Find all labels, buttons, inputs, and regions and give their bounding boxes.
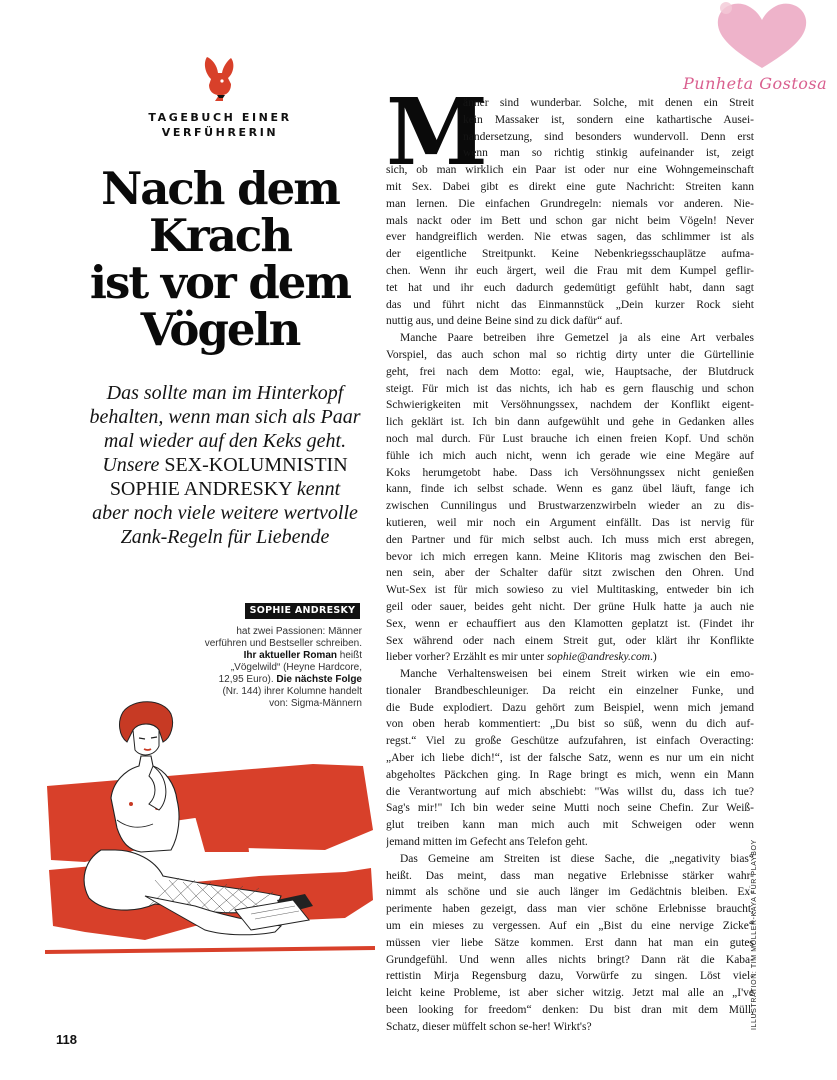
- article-body: [386, 95, 754, 1036]
- watermark-text: Punheta Gostosa: [683, 74, 828, 93]
- teaser-line: Das sollte man im Hinterkopf: [106, 382, 344, 404]
- article-line: das und führt nicht das Einmannstück „Dein kurzer Rock sieht: [386, 298, 754, 311]
- bio-line: [186, 650, 362, 662]
- article-line: chen. Wenn ihr euch ärgert, weil die Frau mit dem Kumpel geflir-: [386, 264, 754, 277]
- teaser-text: SOPHIE ANDRESKY: [109, 478, 297, 500]
- article-line: abgeholtes Päckchen ging. In Rage bringt es mich, wenn ein Mann: [386, 768, 754, 781]
- article-line: steigt. Für mich ist das nichts, ich hab es gern flauschig und schon: [386, 382, 754, 395]
- article-line: lieber vorher? Erzählt es mir unter sophie@andresky.com.): [386, 651, 657, 664]
- article-line: Vorspiel, das auch schon mal so richtig dirty unter die Gürtellinie: [386, 348, 754, 361]
- article-line: nen sein, aber der Schalter dafür sitzt zwischen den Ohren. Und: [386, 567, 754, 580]
- article-line: „Aber ich liebe dich!“, ist der falsche Satz, wenn es nur um ein nicht: [386, 752, 754, 765]
- article-line: nandersetzung, sind besonders wundervoll. Denn erst: [463, 130, 754, 143]
- article-line: den Partner und für mich selbst auch. Ich muss mich erst abregen,: [386, 533, 754, 546]
- teaser-line: mal wieder auf den Keks geht.: [103, 430, 347, 452]
- article-line: man lernen. Die einfachen Grundregeln: niemals vor anderen. Nie-: [386, 197, 754, 210]
- bio-text: 12,95 Euro).: [218, 674, 277, 685]
- article-line: ever handgreiflich werden. Nie etwas sagen, das schlimmer ist als: [386, 231, 754, 244]
- watermark-heart-icon: [712, 0, 812, 70]
- section-kicker: [100, 110, 340, 140]
- article-line: tionaler Brandbeschleuniger. Da reicht ein einzelner Funke, und: [386, 684, 754, 697]
- article-line: lich geklärt ist. Ich bin dann aufgewühlt und gehe in Gedanken alles: [386, 416, 754, 429]
- kicker-line: VERFÜHRERIN: [161, 126, 279, 139]
- article-line: geil oder sauer, beides geht nicht. Der grüne Hulk hatte ja auch nie: [386, 600, 754, 613]
- article-line: nimmt als schöne und sie auch länger im Gedächtnis bleiben. Ex-: [386, 886, 754, 899]
- teaser-line: behalten, wenn man sich als Paar: [89, 406, 361, 428]
- article-line: von oben herab kommentiert: „Du bist so süß, wenn du dich auf-: [386, 718, 754, 731]
- headline-line: Nach dem: [101, 162, 339, 215]
- bio-line: hat zwei Passionen: Männer: [236, 626, 362, 637]
- bio-bold: Ihr aktueller Roman: [243, 650, 337, 661]
- article-line: müssen vier liebe Sätze kommen. Erst dann hat man ein gutes: [386, 936, 754, 949]
- article-line: heißt. Das meint, dass man negative Erlebnisse stärker wahr-: [386, 869, 754, 882]
- teaser-line: aber noch viele weitere wertvolle: [92, 502, 358, 524]
- illustration-credit: ILLUSTRATION: TIM MÖLLER-KAYA FÜR PLAYBOY: [751, 839, 758, 1030]
- bio-line: [186, 674, 362, 686]
- article-line: Grundgefühl. Und wenn alles nichts bringt? Dann rät die Kaba-: [386, 953, 754, 966]
- article-line: sich, ob man wirklich ein Paar ist oder nur eine Wohngemeinschaft: [386, 164, 754, 177]
- article-line: die Verantwortung auf mich abschiebt: "Was willst du, dass ich tue?: [386, 785, 754, 798]
- article-line: Schatz, dieser müffelt schon se-her! Wirkt's?: [386, 1020, 592, 1033]
- article-line: regst.“ Viel zu große Geschütze aufzufahren, ist einfach Overacting:: [386, 735, 754, 748]
- article-line: Sex, wenn er echauffiert aus den Klamotten geplatzt ist. (Findet ihr: [386, 617, 754, 630]
- article-line: zwischen Cunnilingus und Brustwarzenzwirbeln wieder an zu dis-: [386, 500, 754, 513]
- article-line: der eigentliche Streitpunkt. Keine Nebenkriegsschauplätze aufma-: [386, 248, 754, 261]
- article-dropcap: M: [386, 78, 488, 186]
- headline-line: Krach: [148, 209, 292, 262]
- teaser-line: [70, 477, 380, 501]
- article-line: tet hat und ihr euch dadurch gedemütigt gefühlt habt, dann sagt: [386, 281, 754, 294]
- teaser-text: Unsere: [102, 454, 160, 476]
- teaser-text: SEX-KOLUMNISTIN: [159, 454, 348, 476]
- article-line: Sex während oder nach einem Streit gut, oder klärt ihr Konflikte: [386, 634, 754, 647]
- article-line: noch mal durch. Für Lust brauche ich einen freien Kopf. Und schön: [386, 432, 754, 445]
- article-line: Schwierigkeiten mit Versöhnungssex, nachdem der Konflikt eigent-: [386, 399, 754, 412]
- article-line: wenn man so richtig stinkig aufeinander ist, zeigt: [463, 147, 754, 160]
- article-text: .): [650, 651, 657, 664]
- article-line: kutieren, weil mir noch ein Argument einfällt. Das ist nervig für: [386, 516, 754, 529]
- article-line: kann, finde ich selbst schade. Wenn es ganz übel läuft, fange ich: [386, 483, 754, 496]
- article-line: Sag's mir!" Ich bin weder seine Mutti noch seine Chefin. Zur Weiß-: [386, 802, 754, 815]
- article-line: perimente haben gezeigt, dass man vier schöne Erlebnisse braucht,: [386, 903, 754, 916]
- bio-line: „Vögelwild“ (Heyne Hardcore,: [230, 662, 362, 673]
- article-headline: [60, 162, 380, 356]
- article-line: glut treiben kann man mich auch mit Schweigen oder wenn: [386, 819, 754, 832]
- bio-line: (Nr. 144) ihrer Kolumne handelt: [222, 686, 362, 697]
- article-line: Koks herumgetobt habe. Dass ich Versöhnungssex nicht genießen: [386, 466, 754, 479]
- article-line: die Bude explodiert. Dazu gehört zum Beispiel, wenn mich jemand: [386, 701, 754, 714]
- article-line: leicht keine Probleme, ist aber sicher witzig. Jetzt mal alle an „I've: [386, 987, 754, 1000]
- bio-bold: Die nächste Folge: [276, 674, 362, 685]
- illustration-woman-on-sofa: [45, 700, 375, 958]
- article-line: mit Sex. Dabei gibt es direkt eine gute Nachricht: Streiten kann: [386, 180, 754, 193]
- article-line: bevor ich mich erregen kann. Meine Klitoris mag zwischen den Bei-: [386, 550, 754, 563]
- article-line: Manche Verhaltensweisen bei einem Streit wirken wie ein emo-: [400, 668, 754, 681]
- author-name-tag: SOPHIE ANDRESKY: [245, 603, 360, 619]
- article-line: fühle ich mich auch nicht, wenn ich gerade wie eine Megäre auf: [386, 449, 754, 462]
- teaser-line: [70, 453, 380, 477]
- article-line: um ein mieses zu vergessen. Auf ein „Bist du eine nervige Zicke“: [386, 920, 754, 933]
- email-link[interactable]: sophie@andresky.com: [546, 651, 651, 664]
- article-line: Manche Paare betreiben ihre Gemetzel ja als eine Art verbales: [400, 332, 754, 345]
- article-line: kein Massaker ist, sondern eine kathartische Ausei-: [463, 113, 754, 126]
- author-bio: [186, 626, 362, 710]
- bio-line: verführen und Bestseller schreiben.: [204, 638, 362, 649]
- article-line: mals nackt oder im Bett und schon gar nicht beim Vögeln! Never: [386, 214, 754, 227]
- article-line: geht, frei nach dem Motto: egal, wie, Hauptsache, der Blutdruck: [386, 365, 754, 378]
- article-line: rettistin Mirja Regensburg dazu, Vorwürfe zu singen. Löst viel-: [386, 970, 754, 983]
- page-number: 118: [56, 1032, 77, 1047]
- article-line: Das Gemeine am Streiten ist diese Sache, die „negativity bias“: [400, 852, 754, 865]
- bio-line: von: Sigma-Männern: [269, 698, 362, 709]
- headline-line: Vögeln: [140, 303, 300, 356]
- teaser-text: kennt: [296, 478, 341, 500]
- article-line: been looking for freedom“ denken: Du bist dran mit dem Müll,: [386, 1004, 754, 1017]
- article-line: nuttig aus, und deine Beine sind zu dick dafür“ auf.: [386, 315, 623, 328]
- teaser-line: Zank-Regeln für Liebende: [120, 526, 330, 548]
- kicker-line: TAGEBUCH EINER: [148, 111, 292, 124]
- bunny-logo-icon: [201, 55, 237, 101]
- bio-text: heißt: [336, 650, 362, 661]
- article-teaser: [70, 381, 380, 549]
- article-line: änner sind wunderbar. Solche, mit denen ein Streit: [463, 97, 754, 109]
- article-line: jemand mitten im Gefecht ans Telefon geht.: [386, 836, 588, 849]
- headline-line: ist vor dem: [89, 256, 351, 309]
- article-line: Wut-Sex ist für mich sowieso zu viel Multitasking, entweder bin ich: [386, 584, 754, 597]
